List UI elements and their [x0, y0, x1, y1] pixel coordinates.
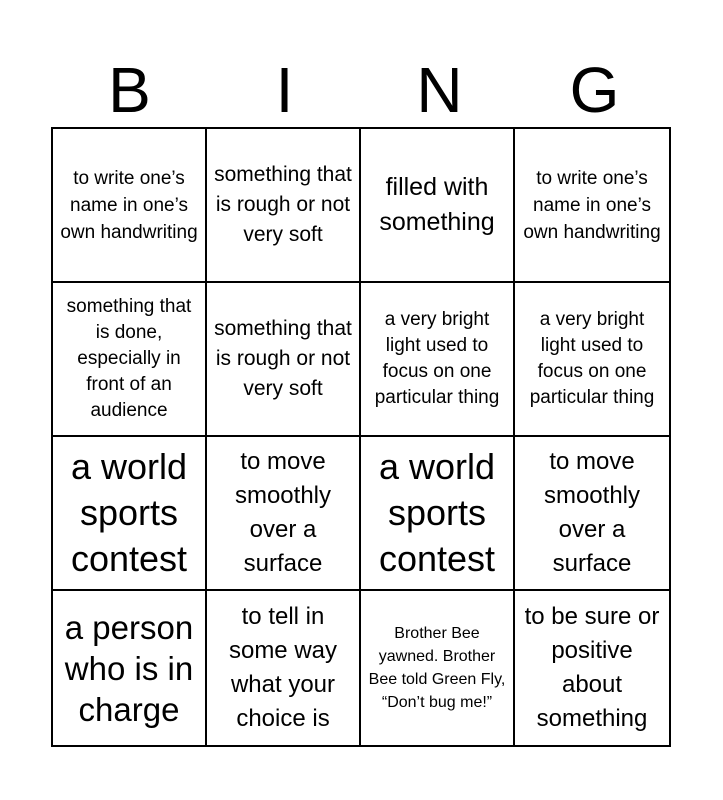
bingo-header — [52, 52, 672, 128]
bingo-cell[interactable] — [515, 437, 669, 591]
bingo-cell[interactable] — [361, 283, 515, 437]
bingo-cell[interactable] — [53, 437, 207, 591]
cell-text: to be sure or positive about something — [524, 603, 660, 732]
bingo-cell[interactable] — [207, 129, 361, 283]
cell-text: Brother Bee yawned. Brother Bee told Green Fly, “Don’t bug me!” — [368, 625, 506, 711]
cell-text: filled with something — [379, 173, 495, 236]
cell-text: a world sports contest — [70, 446, 188, 579]
cell-text: a world sports contest — [378, 446, 496, 579]
bingo-cell[interactable] — [207, 591, 361, 745]
header-letter-n: N — [416, 54, 463, 126]
cell-text: a very bright light used to focus on one particular thing — [529, 309, 655, 408]
bingo-cell[interactable] — [207, 437, 361, 591]
cell-text: to write one’s name in one’s own handwriting — [60, 167, 198, 243]
bingo-cell[interactable] — [53, 129, 207, 283]
header-letter-g: G — [569, 54, 620, 126]
bingo-cell[interactable] — [361, 129, 515, 283]
header-letter-i: I — [275, 54, 294, 126]
header-letter-b: B — [108, 54, 151, 126]
cell-text: to write one’s name in one’s own handwriting — [523, 167, 661, 243]
cell-text: a person who is in charge — [64, 608, 194, 728]
bingo-cell[interactable] — [515, 591, 669, 745]
cell-text: a very bright light used to focus on one particular thing — [374, 309, 500, 408]
bingo-cell[interactable] — [207, 283, 361, 437]
cell-text: something that is rough or not very soft — [214, 163, 352, 246]
cell-text: something that is rough or not very soft — [214, 317, 352, 400]
bingo-cell[interactable] — [515, 283, 669, 437]
bingo-cell[interactable] — [361, 591, 515, 745]
cell-text: to tell in some way what your choice is — [228, 603, 338, 732]
bingo-board — [51, 127, 671, 747]
bingo-cell[interactable] — [53, 283, 207, 437]
cell-text: to move smoothly over a surface — [543, 448, 641, 577]
cell-text: something that is done, especially in front of an audience — [66, 296, 192, 421]
cell-text: to move smoothly over a surface — [234, 448, 332, 577]
bingo-cell[interactable] — [53, 591, 207, 745]
bingo-cell[interactable] — [515, 129, 669, 283]
bingo-cell[interactable] — [361, 437, 515, 591]
